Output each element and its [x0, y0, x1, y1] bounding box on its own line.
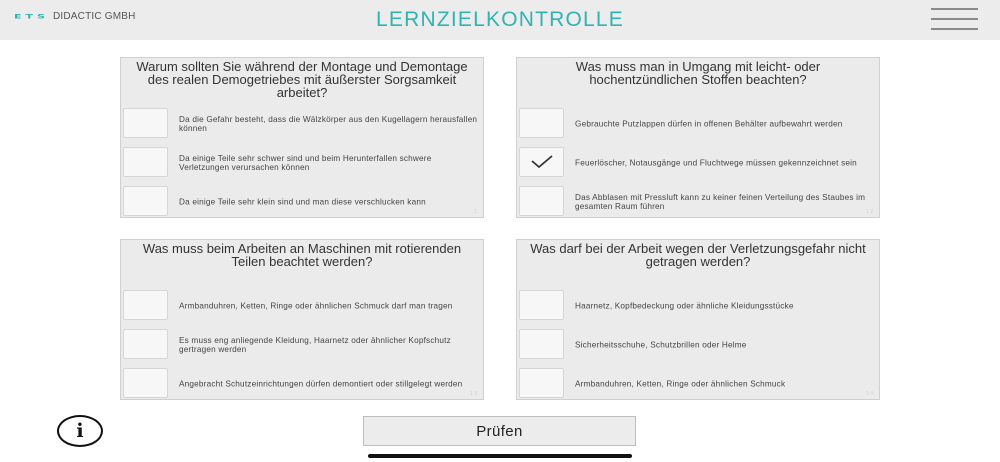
- answer-checkbox[interactable]: [123, 329, 168, 359]
- answer-text: Da einige Teile sehr klein sind und man diese verschlucken kann: [179, 197, 426, 207]
- question-text: Was darf bei der Arbeit wegen der Verletzungsgefahr nicht getragen werden?: [530, 241, 866, 269]
- answer-text: Gebrauchte Putzlappen dürfen in offenen Behälter aufbewahrt werden: [575, 119, 843, 129]
- answer-text: Sicherheitsschuhe, Schutzbrillen oder Helme: [575, 340, 747, 350]
- answer-option: [519, 290, 877, 322]
- question-text: Warum sollten Sie während der Montage und Demontage des realen Demogetriebes mit äußerster Sorgsamkeit arbeitet?: [136, 59, 468, 100]
- pruefen-button[interactable]: Prüfen: [363, 416, 636, 446]
- info-icon[interactable]: [57, 415, 103, 447]
- question-text: Was muss man in Umgang mit leicht- oder hochentzündlichen Stoffen beachten?: [575, 59, 821, 87]
- home-indicator: [368, 454, 632, 458]
- logo-text: DIDACTIC GMBH: [52, 10, 136, 22]
- answer-option: [123, 290, 481, 322]
- answer-checkbox[interactable]: [123, 290, 168, 320]
- answer-option: [123, 186, 481, 218]
- answer-checkbox[interactable]: [123, 368, 168, 398]
- page-marker: 1 4: [866, 391, 873, 397]
- answer-checkbox[interactable]: [519, 329, 564, 359]
- answer-checkbox[interactable]: [123, 108, 168, 138]
- answer-option: [123, 108, 481, 140]
- answer-option: [123, 329, 481, 361]
- answer-text: Armbanduhren, Ketten, Ringe oder ähnlichen Schmuck: [575, 379, 786, 389]
- answer-text: Angebracht Schutzeinrichtungen dürfen demontiert oder stillgelegt werden: [179, 379, 463, 389]
- answer-text: Da die Gefahr besteht, dass die Wälzkörper aus den Kugellagern herausfallen können: [179, 115, 478, 133]
- answer-checkbox[interactable]: [519, 368, 564, 398]
- answer-checkbox[interactable]: [519, 147, 564, 177]
- top-bar: [0, 0, 1000, 40]
- answer-option: [519, 108, 877, 140]
- hamburger-menu-icon[interactable]: [931, 8, 978, 32]
- info-glyph: i: [76, 420, 84, 442]
- answer-option: [519, 329, 877, 361]
- question-card-1: [120, 57, 484, 218]
- answer-option: [519, 186, 877, 218]
- answer-checkbox[interactable]: [519, 108, 564, 138]
- page-marker: 1 3: [470, 391, 477, 397]
- answer-text: Das Abblasen mit Pressluft kann zu keiner feinen Verteilung des Staubes im gesamten Raum führen: [575, 193, 866, 211]
- menu-line: [931, 18, 978, 20]
- question-card-4: [516, 239, 880, 400]
- answer-checkbox[interactable]: [519, 186, 564, 216]
- question-text: Was muss beim Arbeiten an Maschinen mit rotierenden Teilen beachtet werden?: [142, 241, 462, 269]
- answer-text: Haarnetz, Kopfbedeckung oder ähnliche Kleidungsstücke: [575, 301, 794, 311]
- question-card-2: [516, 57, 880, 218]
- question-card-3: [120, 239, 484, 400]
- answer-option: [519, 147, 877, 179]
- answer-option: [123, 147, 481, 179]
- answer-text: Es muss eng anliegende Kleidung, Haarnetz oder ähnlicher Kopfschutz gertragen werden: [179, 336, 451, 354]
- answer-option: [519, 368, 877, 400]
- answer-text: Da einige Teile sehr schwer sind und beim Herunterfallen schwere Verletzungen verursachen können: [179, 154, 432, 172]
- checkmark-icon: [531, 155, 553, 169]
- answer-option: [123, 368, 481, 400]
- page-marker: 1: [474, 209, 477, 215]
- answer-checkbox[interactable]: [123, 186, 168, 216]
- menu-line: [931, 28, 978, 30]
- page-marker: 1 2: [866, 209, 873, 215]
- page-title: LERNZIELKONTROLLE: [376, 8, 624, 31]
- answer-checkbox[interactable]: [123, 147, 168, 177]
- answer-text: Feuerlöscher, Notausgänge und Fluchtwege müssen gekennzeichnet sein: [575, 158, 857, 168]
- answer-text: Armbanduhren, Ketten, Ringe oder ähnlichen Schmuck darf man tragen: [179, 301, 453, 311]
- answer-checkbox[interactable]: [519, 290, 564, 320]
- logo-letters: ETS: [14, 12, 49, 20]
- menu-line: [931, 8, 978, 10]
